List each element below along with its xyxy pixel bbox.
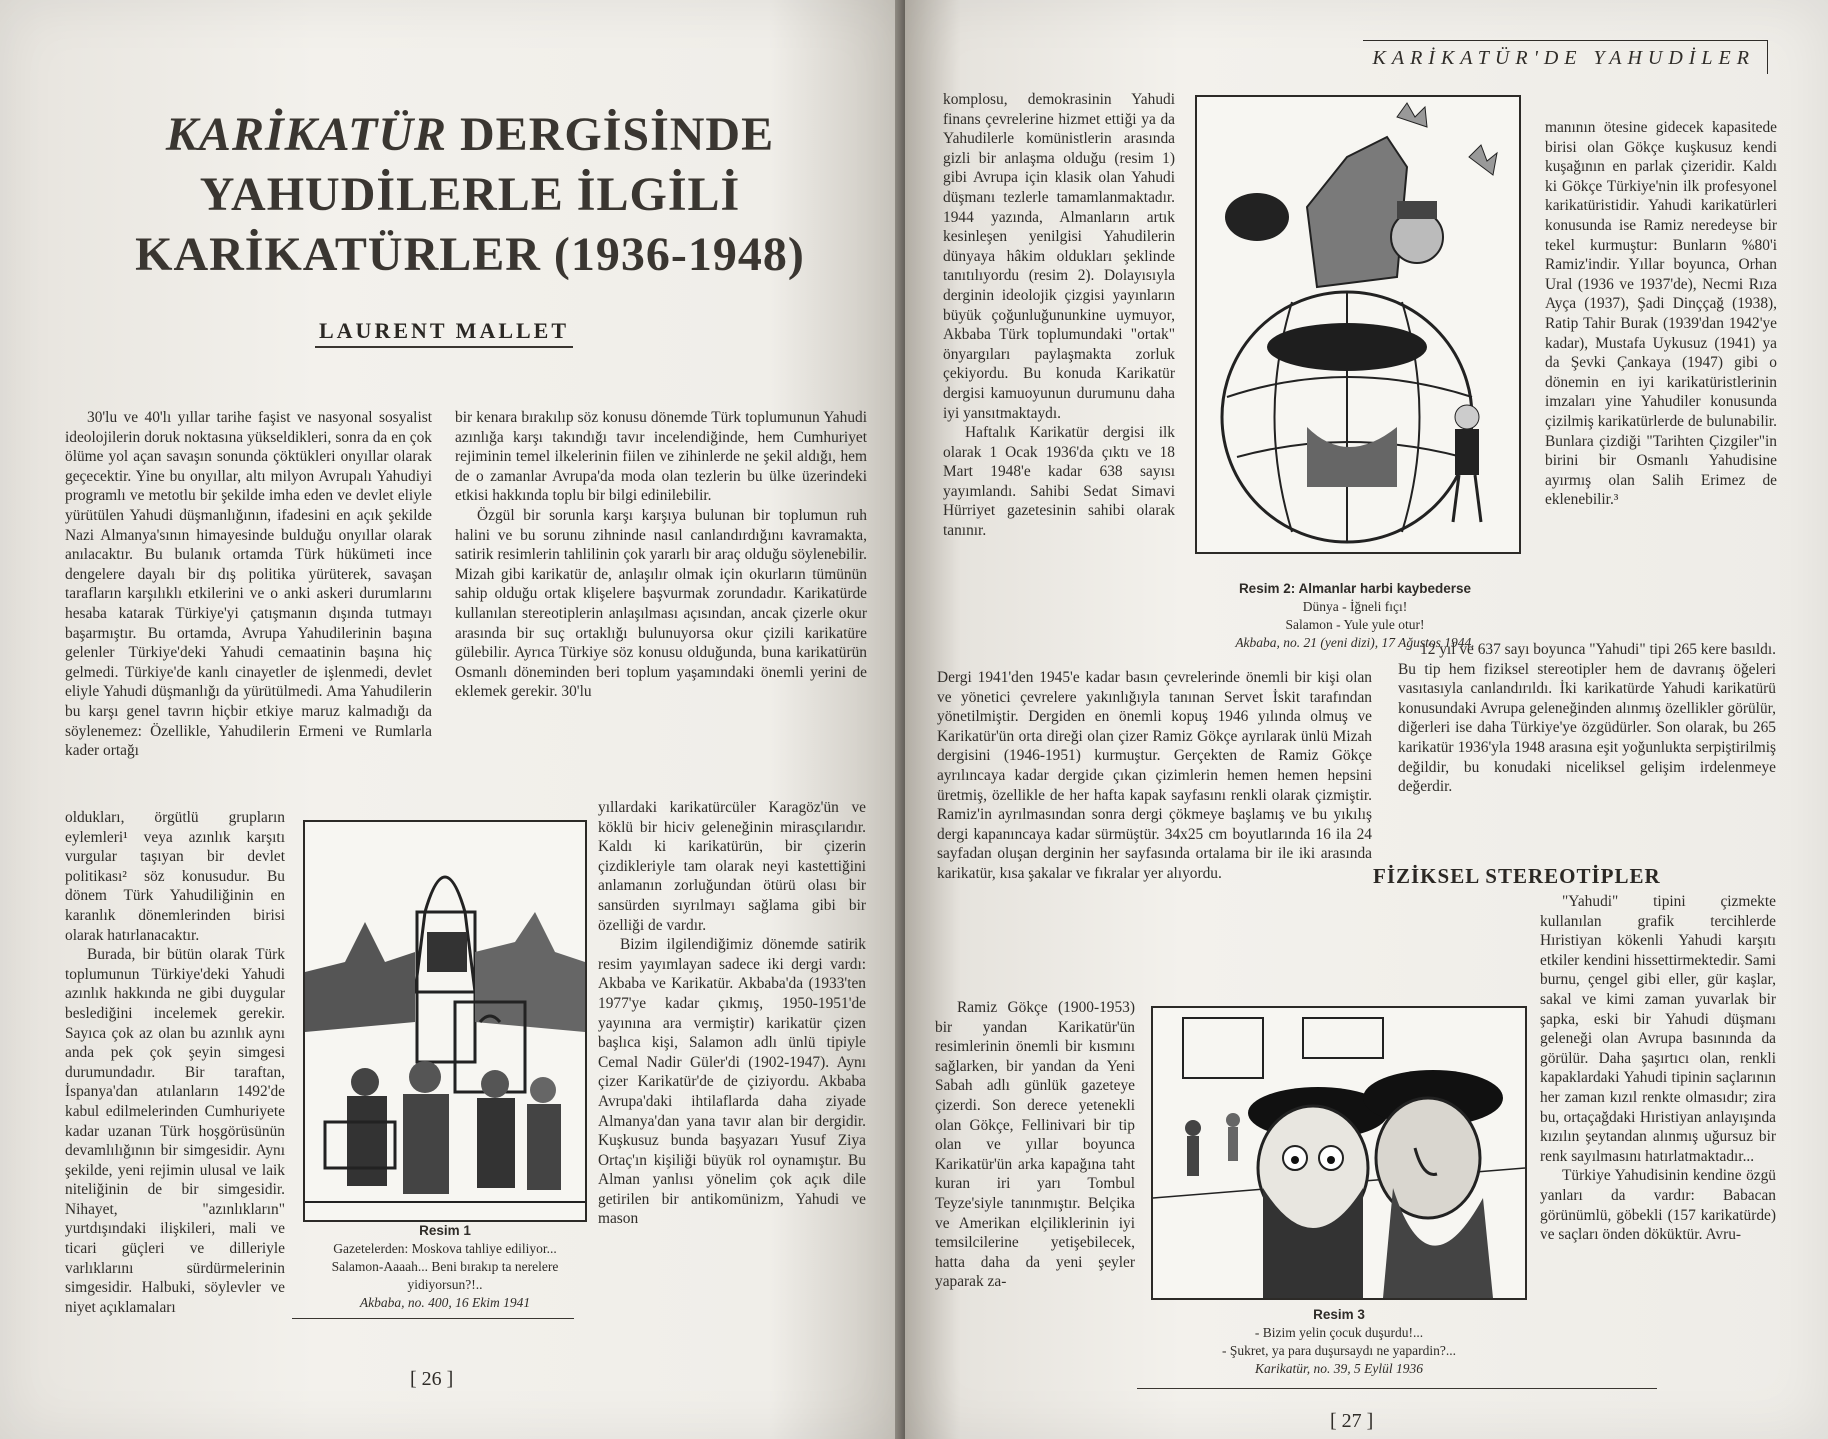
cartoon-2-caption-line2: Salamon - Yule yule otur! [1285, 617, 1425, 632]
cartoon-3-caption [1155, 1306, 1523, 1378]
left-col2-paragraph1: bir kenara bırakılıp söz konusu dönemde Türk toplumunun Yahudi azınlığa karşı takındığı tavır incelendiğinde, hem Cumhuriyet rejiminin temel ilkelerinin fiilen ve zihinlerde ne şekil aldığı, hem de o zamanlar Avrupa'da moda olan tezlerin bu ülke üzerindeki etkisi hakkında toplu bir bilgi edinilebilir. [455, 409, 867, 505]
title-line3: KARİKATÜRLER (1936-1948) [135, 228, 805, 281]
title-line2: YAHUDİLERLE İLGİLİ [199, 168, 741, 221]
page-number-right: [ 27 ] [1330, 1410, 1374, 1432]
cartoon-figure-3 [1151, 1006, 1527, 1300]
right-wide-paragraph: Dergi 1941'den 1945'e kadar basın çevrelerinde önemli bir kişi olan ve yönetici çevrelere yakınlığıyla tanınan Servet İskit tarafından yönetilmiştir. Dergiden en önemli kopuş 1946 yılında olmuş ve Karikatür'ün orta direği olan çizer Ramiz Gökçe ayrılarak ünlü Mizah dergisini (1946-1951) kurmuştur. Gerçekten de Ramiz Gökçe ayrılıncaya kadar dergide çıkan çizimlerin hemen hemen hepsini üretmiş, özellikle de her hafta kapak sayfasını renkli olarak çizmiştir. Ramiz'in ayrılmasından sonra dergi çökmeye başlamış ve bu yıkılış dergi kapanıncaya kadar sürmüştür. 34x25 cm boyutlarında 16 ila 24 sayfadan oluşan derginin her sayfasında ortalama bir ile iki arasında karikatür, kısa şakalar ve fıkralar yer alıyordu. [937, 669, 1372, 882]
right-col1-paragraph3: Ramiz Gökçe (1900-1953) bir yandan Karikatür'ün resimlerinin önemli bir kısmını sağlarken, bir yandan da Yeni Sabah adlı günlük gazeteye çizerdi. Son derece yetenekli olan Gökçe, Fellinivari bir tip olan ve yıllar boyunca Karikatür'ün arka kapağına taht kuran iri yarı Tombul Teyze'siyle tanınmıştır. Belçika ve Amerikan elçiliklerinin iyi temsilcilerine yetişebilecek, hatta daha da yeni şeyler yaparak za- [935, 999, 1135, 1291]
right-col1-middle [937, 668, 1372, 884]
cartoon-2-caption-title: Resim 2: Almanlar harbi kaybederse [1238, 581, 1472, 596]
left-col2-lower [598, 798, 866, 1229]
cartoon-1-caption-line1: Gazetelerden: Moskova tahliye ediliyor... [333, 1241, 557, 1256]
left-col2-paragraph3: Bizim ilgilendiğimiz dönemde satirik resim yayımlayan sadece iki dergi vardı: Akbaba ve Karikatür. Akbaba'da (1933'ten 1977'ye kadar çıkmış, 1950-1951'de yayınına ara vermiştir) karikatür çizen başlıca kişi, Salamon adlı ünlü tipiyle Cemal Nadir Güler'di (1902-1947). Aynı çizer Karikatür'de de çiziyordu. Akbaba Avrupa'daki ihtilaflarda daha ziyade Almanya'dan yana tavır alan bir dergidir. Kuşkusuz bunda başyazarı Yusuf Ziya Ortaç'ın kişiliği büyük rol oynamıştır. Bu Alman yanlısı yönelim çok açık dile getirilen bir antikomünizm, Yahudi ve mason [598, 936, 866, 1228]
left-col1-paragraph2: Burada, bir bütün olarak Türk toplumunun Türkiye'deki Yahudi azınlık hakkında ne gibi duygular beslediğini incelemek gerekir. Sayıca çok az olan bu azınlık aynı anda pek çok şeyin simgesi durumundadır. Bir taraftan, İspanya'dan atılanların 1492'de kabul edilmelerinden Cumhuriyete kadar uzanan Türk hoşgörüsünün devamlılığının bir simgesidir. Aynı şekilde, yeni rejimin ulusal ve laik niteliğinin de bir simgesidir. Nihayet, "azınlıkların" yurtdışındaki ilişkileri, mali ve ticari güçleri ve dilleriyle varlıklarını sürdürmelerinin simgesidir. Halbuki, söylevler ve niyet açıklamaları [65, 946, 285, 1316]
page-number-left: [ 26 ] [410, 1368, 454, 1390]
cartoon-1-caption [300, 1222, 590, 1312]
cartoon-2-caption-line1: Dünya - İğneli fıçı! [1302, 599, 1408, 614]
cartoon-3-drawing [1153, 1008, 1525, 1298]
cartoon-1-caption-line2: Salamon-Aaaah... Beni bırakıp ta nerelere yidiyorsun?!.. [331, 1259, 559, 1292]
right-col2-lower [1540, 892, 1776, 1245]
article-title [125, 105, 815, 285]
author-name: LAURENT MALLET [315, 318, 573, 348]
right-page [905, 0, 1828, 1439]
cartoon-3-caption-source: Karikatür, no. 39, 5 Eylül 1936 [1255, 1361, 1423, 1376]
cartoon-2-drawing [1197, 97, 1519, 552]
right-col1-lower [935, 998, 1135, 1292]
cartoon-1-caption-source: Akbaba, no. 400, 16 Ekim 1941 [359, 1295, 531, 1310]
title-line1-rest: DERGİSİNDE [447, 108, 775, 161]
cartoon-1-drawing [305, 822, 585, 1220]
right-col2-paragraph2: 12 yıl ve 637 sayı boyunca "Yahudi" tipi 265 kere basıldı. Bu tip hem fiziksel stereotipler hem de davranış öğeleri vasıtasıyla canlandırıldı. İki karikatürde Yahudi karikatürü konusundaki Avrupa geleneğinden alınmış özellikler görülür, diğerleri ise daha Türkiye'ye özgüdürler. Son olarak, bu 265 karikatür 1936'yla 1948 arasına eşit yoğunlukta serpiştirilmiş değildir, bu konudaki niceliksel gelişim irdelenmeye değerdir. [1398, 641, 1776, 796]
right-col2-paragraph3: "Yahudi" tipini çizmekte kullanılan grafik tercihlerde Hıristiyan kökenli Yahudi karşıtı etkiler kendini hissettirmektedir. Sami burnu, çengel gibi eller, gür kaşlar, sakal ve kimi zaman yuvarlak bir şapka, eski bir Yahudi düşmanı geleneği olan Avrupa basınında da görülür. Daha şaşırtıcı olan, renkli kapaklardaki Yahudi tipinin saçlarının her zaman kızıl renkte olmasıdır; zira bu, ortaçağdaki Hıristiyan anlayışında kızılın şeytandan alınmış uğursuz bir renk sayılmasını hatırlatmaktadır... [1540, 893, 1776, 1165]
cartoon-figure-2 [1195, 95, 1521, 554]
cartoon-1-caption-title: Resim 1 [419, 1223, 471, 1238]
left-col2-paragraph2-cont: yıllardaki karikatürcüler Karagöz'ün ve köklü bir hiciv geleneğinin mirasçılarıdır. Kaldı ki karikatürün, bir çizerin çizdikleriyle tam olarak neyi kastettiğini anlamanın zorluğundan ötürü olası bir sansürden sıyrılmayı sağlama gibi bir özelliği de vardır. [598, 799, 866, 934]
right-col1-upper [943, 90, 1175, 541]
right-col2-paragraph1: manının ötesine gidecek kapasitede birisi olan Gökçe kuşkusuz kendi kuşağının en parlak çizeridir. Kaldı ki Gökçe Türkiye'nin ilk profesyonel karikatüristidir. Yahudi karikatürleri konusunda ise Ramiz neredeyse bir tekel kurmuştur: Bunların %80'i Ramiz'indir. Yıllar boyunca, Orhan Ural (1936 ve 1937'de), Necmi Rıza Ayça (1937), Şadi Dinççağ (1938), Ratip Tahir Burak (1939'dan 1942'ye kadar), Mustafa Uykusuz (1941) ya da Şevki Çankaya (1947) gibi o dönemin en iyi karikatüristlerinin imzaları yine Yahudiler konusunda çizilmiş karikatürlerde de bulunabilir. Bunlara çizdiği "Tarihten Çizgiler"in birini bir Osmanlı Yahudisine ayırmış olan Salih Erimez de eklenebilir.³ [1545, 119, 1777, 509]
cartoon-1-rule [292, 1318, 574, 1319]
right-col2-paragraph4: Türkiye Yahudisinin kendine özgü yanları da vardır: Babacan görünümlü, göbekli (157 karikatürde) ve saçları önden döküktür. Avru- [1540, 1167, 1776, 1244]
cartoon-3-caption-line2: - Şukret, ya para duşursaydı ne yapardin?... [1222, 1343, 1456, 1358]
title-line1-italic: KARİKATÜR [165, 108, 448, 161]
left-col1-upper [65, 408, 432, 761]
left-page [0, 0, 905, 1439]
left-col2-upper [455, 408, 867, 702]
right-col2-upper [1545, 118, 1777, 510]
left-col1-paragraph1-cont: oldukları, örgütlü grupların eylemleri¹ veya azınlık karşıtı vurgular taşıyan bir devlet politikası² söz konusudur. Bu dönem Türk Yahudiliğinin en karanlık dönemlerinden birisi olarak hatırlanacaktır. [65, 809, 285, 944]
left-col1-lower [65, 808, 285, 1317]
cartoon-figure-1 [303, 820, 587, 1222]
cartoon-2-caption-source: Akbaba, no. 21 (yeni dizi), 17 Ağustos 1944. [1235, 635, 1475, 650]
cartoon-3-caption-title: Resim 3 [1313, 1307, 1365, 1322]
cartoon-3-caption-line1: - Bizim yelin çocuk duşurdu!... [1254, 1325, 1424, 1340]
cartoon-3-rule [1137, 1388, 1657, 1389]
left-col2-paragraph2: Özgül bir sorunla karşı karşıya bulunan bir toplumun ruh halini ve bu sorunu zihninde nasıl canlandırdığını kavramakta, satirik resimlerin tahlilinin çok yararlı bir araç olduğu söylenebilir. Mizah gibi karikatür de, anlaşılır olmak için okurların tümünün sahip olduğu ortak klişelere başvurmak zorundadır. Karikatürde kullanılan stereotiplerin anlaşılması açısından, ancak çizerle okur arasında bir suç ortaklığı bulunuyorsa okur çizili karikatüre gülebilir. Ayrıca Türkiye söz konusu olduğunda, buna karikatürün Osmanlı döneminden beri toplum yaşamındaki önemli yerini de eklemek gerekir. 30'lu [455, 506, 867, 701]
section-subhead: FİZİKSEL STEREOTİPLER [1373, 864, 1661, 888]
right-col1-paragraph1: komplosu, demokrasinin Yahudi finans çevrelerine hizmet ettiği ya da Yahudilerle komünistlerin arasında gizli bir anlaşma olduğu (resim 1) gibi Avrupa için klasik olan Yahudi düşmanı tezlerle tamamlanmaktadır. 1944 yazında, Almanların artık kesinleşen yenilgisi Yahudilerin dünyaya hâkim oldukları şeklinde tanıtılıyordu (resim 2). Dolayısıyla derginin ideolojik çizgisi yayınların büyük çoğunluğununkine uymuyor, Akbaba Türk toplumundaki "ortak" önyargıları paylaşmakta zorluk çekiyordu. Bu konuda Karikatür dergisi kamuoyunun durumunu daha iyi yansıtmaktaydı. [943, 91, 1175, 422]
running-head: KARİKATÜR'DE YAHUDİLER [1363, 40, 1768, 74]
right-col2-middle [1398, 640, 1776, 797]
left-col1-paragraph1: 30'lu ve 40'lı yıllar tarihe faşist ve nasyonal sosyalist ideolojilerin doruk noktasına yükseldikleri, sonra da en çok ölüme yol açan savaşın sonunda çöktükleri onyıllar olarak geçecektir. Yine bu onyıllar, altı milyon Avrupalı Yahudiyi programlı ve metotlu bir şekilde imha eden ve devlet eliyle yürütülen Yahudi düşmanlığının, ifadesini en açık şekilde Nazi Almanya'sının himayesinde bulduğu onyıllar olarak anılacaktır. Bu bulanık ortamda Türk hükümeti ince dengelere dayalı bir dış politika yürüterek, savaşan tarafların karşılıklı etkilerini ve o anki askeri durumlarını hesaba katarak Türkiye'yi çatışmanın dışında tutmayı başarmıştır. Bu ortamda, Avrupa Yahudilerinin başına gelenler Türkiye'deki Yahudi cemaatinin başına hiç gelmedi. Türkiye'de kanlı cinayetler de işlenmedi, devlet eliyle Yahudi düşmanlığı da yürütülmedi. Ama Yahudilerin bu karşı genel tavrın hiçbir etkiye maruz kalmadığı da söylenemez: Özellikle, Yahudilerin Ermeni ve Rumlarla kader ortağı [65, 409, 432, 760]
right-col1-paragraph2: Haftalık Karikatür dergisi ilk olarak 1 Ocak 1936'da çıktı ve 18 Mart 1948'e kadar 638 sayısı yayımlandı. Sahibi Sedat Simavi Hürriyet gazetesinin sahibi olarak tanınır. [943, 424, 1175, 540]
